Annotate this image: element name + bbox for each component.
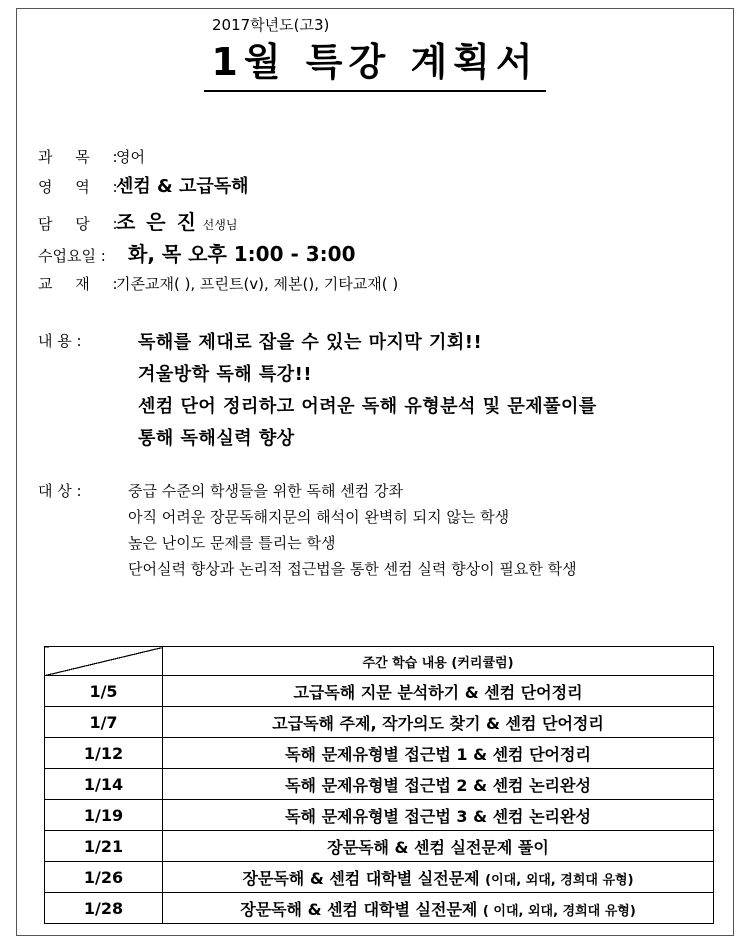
row-desc: 장문독해 & 센컴 대학별 실전문제 (이대, 외대, 경희대 유형) xyxy=(163,862,714,893)
subject-row xyxy=(38,146,145,167)
row-desc: 독해 문제유형별 접근법 3 & 센컴 논리완성 xyxy=(163,800,714,831)
target-line-2: 아직 어려운 장문독해지문의 해석이 완벽히 되지 않는 학생 xyxy=(128,508,510,526)
table-row xyxy=(45,676,714,707)
schedule-row xyxy=(38,238,356,267)
textbook-label: 교 재 : xyxy=(38,275,118,293)
row-date: 1/7 xyxy=(45,707,163,738)
content-label-text: 내 용 : xyxy=(38,332,82,350)
row-desc: 독해 문제유형별 접근법 1 & 센컴 단어정리 xyxy=(163,738,714,769)
content-line-1: 독해를 제대로 잡을 수 있는 마지막 기회!! xyxy=(138,332,483,353)
textbook-value: 기존교재( ), 프린트(v), 제본(), 기타교재( ) xyxy=(116,275,399,293)
row-desc: 독해 문제유형별 접근법 2 & 센컴 논리완성 xyxy=(163,769,714,800)
teacher-suffix: 선생님 xyxy=(202,218,238,232)
table-row xyxy=(45,893,714,924)
row-note: ( 이대, 외대, 경희대 유형) xyxy=(482,903,636,919)
row-note: (이대, 외대, 경희대 유형) xyxy=(485,872,634,888)
schedule-value: 화, 목 오후 1:00 - 3:00 xyxy=(128,242,356,266)
table-row xyxy=(45,862,714,893)
teacher-name: 조 은 진 xyxy=(116,210,198,234)
content-line-3: 센컴 단어 정리하고 어려운 독해 유형분석 및 문제풀이를 xyxy=(138,396,597,417)
target-label: 대 상 : xyxy=(38,482,82,500)
row-date: 1/14 xyxy=(45,769,163,800)
area-row xyxy=(38,172,249,198)
diagonal-cell xyxy=(45,647,163,676)
table-row xyxy=(45,707,714,738)
row-desc: 고급독해 지문 분석하기 & 센컴 단어정리 xyxy=(163,676,714,707)
row-date: 1/26 xyxy=(45,862,163,893)
content-line-4: 통해 독해실력 향상 xyxy=(138,428,295,449)
table-row xyxy=(45,738,714,769)
row-date: 1/12 xyxy=(45,738,163,769)
target-line-4: 단어실력 향상과 논리적 접근법을 통한 센컴 실력 향상이 필요한 학생 xyxy=(128,560,577,578)
target-line-3: 높은 난이도 문제를 틀리는 학생 xyxy=(128,534,336,552)
table-row xyxy=(45,800,714,831)
row-date: 1/21 xyxy=(45,831,163,862)
subject-label: 과 목 : xyxy=(38,148,118,166)
curriculum-header: 주간 학습 내용 (커리큘럼) xyxy=(163,647,714,676)
row-date: 1/28 xyxy=(45,893,163,924)
table-row xyxy=(45,769,714,800)
row-date: 1/5 xyxy=(45,676,163,707)
table-row xyxy=(45,831,714,862)
row-date: 1/19 xyxy=(45,800,163,831)
area-label: 영 역 : xyxy=(38,178,118,196)
row-desc: 장문독해 & 센컴 대학별 실전문제 ( 이대, 외대, 경희대 유형) xyxy=(163,893,714,924)
area-value: 센컴 & 고급독해 xyxy=(116,176,249,197)
year-label: 2017학년도(고3) xyxy=(212,16,330,34)
row-desc: 장문독해 & 센컴 실전문제 풀이 xyxy=(163,831,714,862)
row-desc: 고급독해 주제, 작가의도 찾기 & 센컴 단어정리 xyxy=(163,707,714,738)
page-title: 1월 특강 계획서 xyxy=(204,38,546,92)
teacher-row xyxy=(38,206,237,235)
textbook-row xyxy=(38,273,398,294)
teacher-label: 담 당 : xyxy=(38,215,118,233)
target-line-1: 중급 수준의 학생들을 위한 독해 센컴 강좌 xyxy=(128,482,403,500)
curriculum-table xyxy=(44,646,714,924)
curriculum-header-row xyxy=(45,647,714,676)
schedule-label: 수업요일 : xyxy=(38,247,106,265)
subject-value: 영어 xyxy=(116,148,145,166)
content-line-2: 겨울방학 독해 특강!! xyxy=(138,364,313,385)
